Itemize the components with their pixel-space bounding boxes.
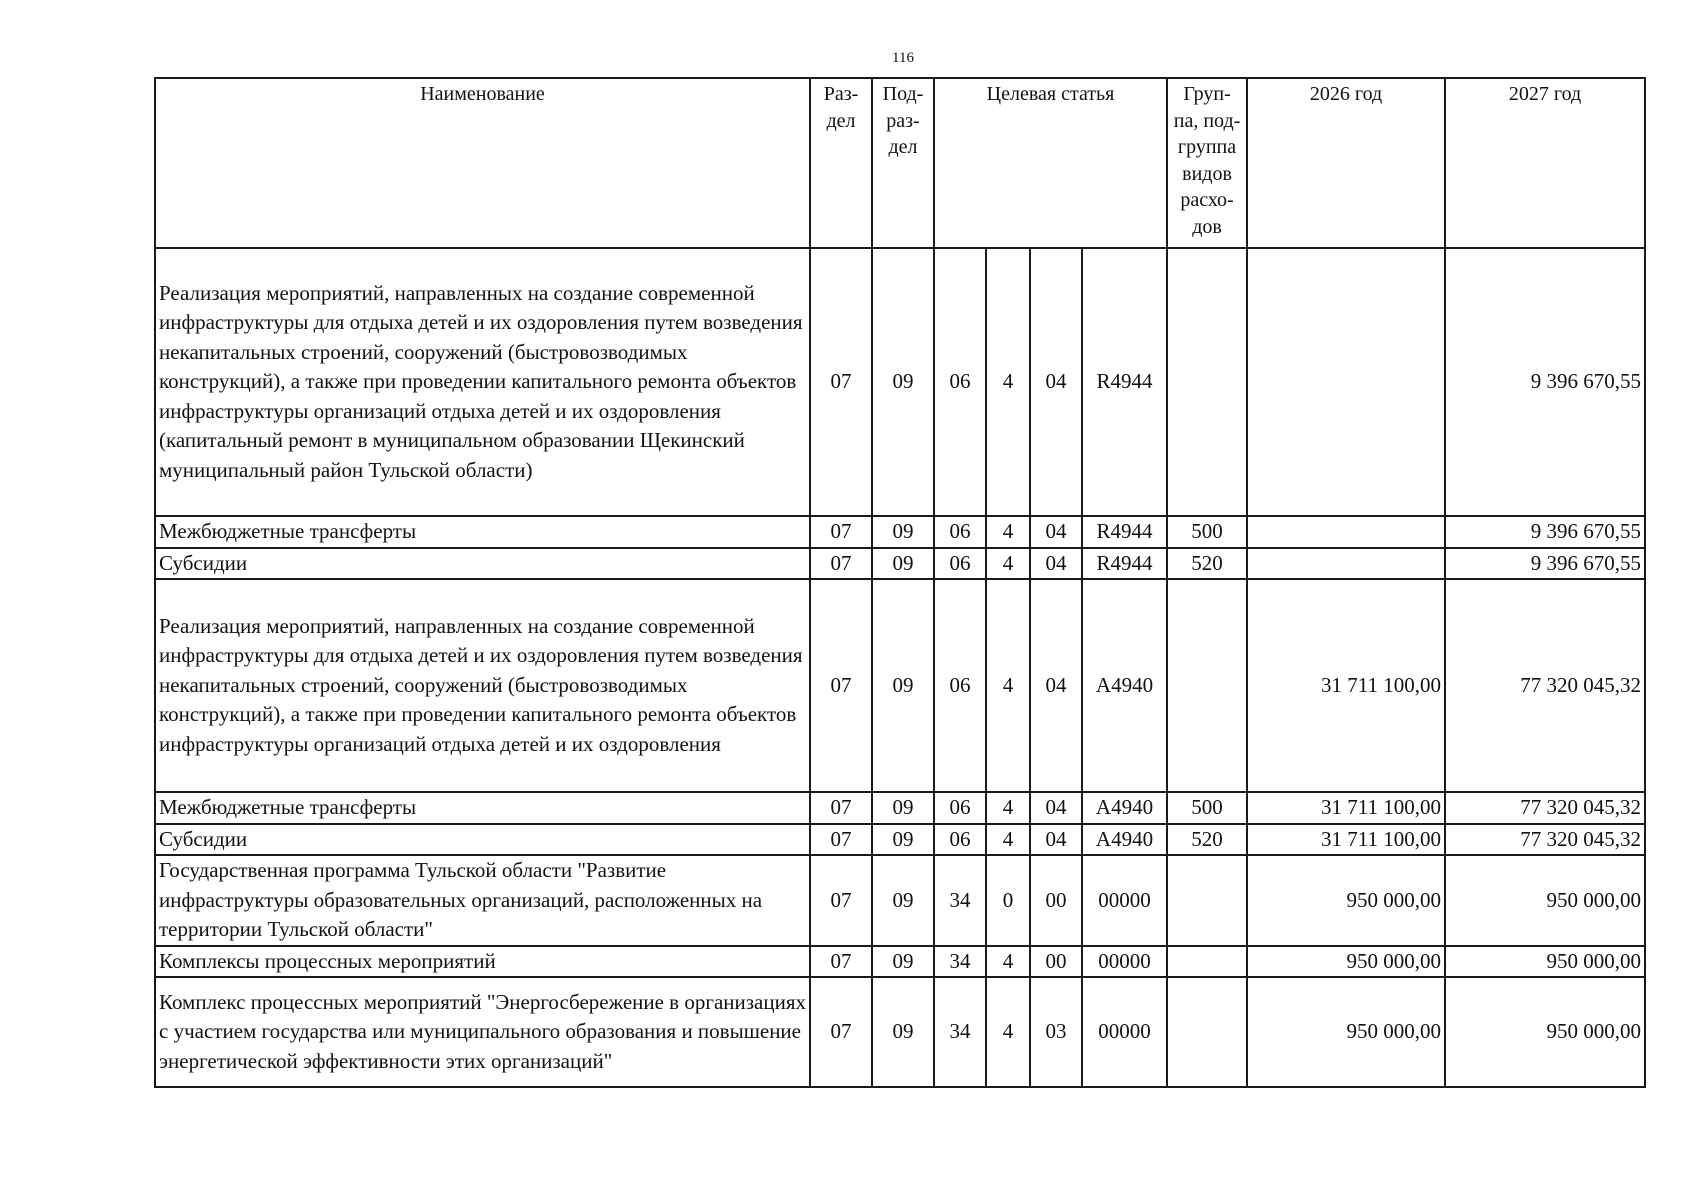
row-target-subprogram-cell: 04 (1030, 792, 1082, 824)
row-target-type-cell: 4 (986, 977, 1030, 1087)
table-row (155, 946, 1645, 978)
row-section-cell: 07 (810, 579, 872, 792)
row-name-cell: Субсидии (155, 824, 810, 856)
row-name-cell: Комплекс процессных мероприятий "Энергосбережение в организациях с участием государства или муниципального образования и повышение энергетической эффективности этих организаций" (155, 977, 810, 1087)
row-section-cell: 07 (810, 248, 872, 516)
budget-table (154, 77, 1646, 1088)
row-target-subprogram-cell: 00 (1030, 946, 1082, 978)
row-target-direction-cell: R4944 (1082, 548, 1167, 580)
row-target-direction-cell: R4944 (1082, 248, 1167, 516)
row-name-cell: Государственная программа Тульской области "Развитие инфраструктуры образовательных организаций, расположенных на территории Тульской области" (155, 855, 810, 946)
row-expense-group-cell: 500 (1167, 792, 1247, 824)
row-amount-2026-cell: 950 000,00 (1247, 946, 1445, 978)
row-subsection-cell: 09 (872, 855, 934, 946)
row-expense-group-cell: 520 (1167, 548, 1247, 580)
row-target-subprogram-cell: 04 (1030, 579, 1082, 792)
row-amount-2027-cell: 950 000,00 (1445, 855, 1645, 946)
row-target-program-cell: 06 (934, 824, 986, 856)
row-subsection-cell: 09 (872, 248, 934, 516)
row-target-subprogram-cell: 03 (1030, 977, 1082, 1087)
table-row (155, 548, 1645, 580)
row-amount-2026-cell: 31 711 100,00 (1247, 579, 1445, 792)
row-target-subprogram-cell: 04 (1030, 824, 1082, 856)
row-name-cell: Комплексы процессных мероприятий (155, 946, 810, 978)
row-expense-group-cell (1167, 248, 1247, 516)
row-amount-2026-cell: 950 000,00 (1247, 855, 1445, 946)
row-subsection-cell: 09 (872, 946, 934, 978)
header-year-2027: 2027 год (1445, 78, 1645, 248)
row-target-program-cell: 34 (934, 855, 986, 946)
row-target-direction-cell: A4940 (1082, 579, 1167, 792)
row-target-type-cell: 4 (986, 548, 1030, 580)
row-amount-2027-cell: 77 320 045,32 (1445, 824, 1645, 856)
row-target-type-cell: 4 (986, 792, 1030, 824)
row-name-cell: Реализация мероприятий, направленных на создание современной инфраструктуры для отдыха детей и их оздоровления путем возведения некапитальных строений, сооружений (быстровозводимых конструкций), а также при проведении капитального ремонта объектов инфраструктуры организаций отдыха детей и их оздоровления (155, 579, 810, 792)
row-section-cell: 07 (810, 548, 872, 580)
row-target-type-cell: 4 (986, 516, 1030, 548)
row-target-program-cell: 06 (934, 548, 986, 580)
header-target-article: Целевая статья (934, 78, 1167, 248)
table-row (155, 977, 1645, 1087)
table-header-row (155, 78, 1645, 248)
table-row (155, 516, 1645, 548)
row-subsection-cell: 09 (872, 977, 934, 1087)
row-name-cell: Межбюджетные трансферты (155, 516, 810, 548)
row-subsection-cell: 09 (872, 548, 934, 580)
row-amount-2026-cell: 31 711 100,00 (1247, 792, 1445, 824)
row-section-cell: 07 (810, 855, 872, 946)
row-expense-group-cell (1167, 579, 1247, 792)
row-target-direction-cell: A4940 (1082, 792, 1167, 824)
row-amount-2026-cell: 31 711 100,00 (1247, 824, 1445, 856)
table-row (155, 248, 1645, 516)
row-target-program-cell: 06 (934, 248, 986, 516)
header-subsection: Под- раз- дел (872, 78, 934, 248)
row-target-direction-cell: 00000 (1082, 946, 1167, 978)
row-expense-group-cell: 520 (1167, 824, 1247, 856)
row-section-cell: 07 (810, 792, 872, 824)
row-target-direction-cell: 00000 (1082, 855, 1167, 946)
row-amount-2027-cell: 77 320 045,32 (1445, 579, 1645, 792)
row-target-type-cell: 4 (986, 946, 1030, 978)
row-expense-group-cell (1167, 855, 1247, 946)
header-year-2026: 2026 год (1247, 78, 1445, 248)
row-target-program-cell: 34 (934, 946, 986, 978)
header-section: Раз- дел (810, 78, 872, 248)
table-body (155, 248, 1645, 1087)
row-amount-2026-cell: 950 000,00 (1247, 977, 1445, 1087)
row-amount-2027-cell: 950 000,00 (1445, 946, 1645, 978)
row-expense-group-cell (1167, 946, 1247, 978)
row-section-cell: 07 (810, 824, 872, 856)
row-amount-2026-cell (1247, 248, 1445, 516)
row-target-type-cell: 4 (986, 248, 1030, 516)
row-name-cell: Субсидии (155, 548, 810, 580)
row-expense-group-cell: 500 (1167, 516, 1247, 548)
row-amount-2027-cell: 9 396 670,55 (1445, 248, 1645, 516)
row-target-type-cell: 0 (986, 855, 1030, 946)
row-subsection-cell: 09 (872, 792, 934, 824)
row-target-subprogram-cell: 04 (1030, 516, 1082, 548)
row-amount-2026-cell (1247, 548, 1445, 580)
table-row (155, 855, 1645, 946)
row-expense-group-cell (1167, 977, 1247, 1087)
row-section-cell: 07 (810, 946, 872, 978)
row-target-direction-cell: R4944 (1082, 516, 1167, 548)
row-amount-2027-cell: 77 320 045,32 (1445, 792, 1645, 824)
row-target-program-cell: 34 (934, 977, 986, 1087)
row-amount-2027-cell: 9 396 670,55 (1445, 516, 1645, 548)
header-name: Наименование (155, 78, 810, 248)
row-subsection-cell: 09 (872, 516, 934, 548)
row-target-type-cell: 4 (986, 579, 1030, 792)
page-number: 116 (892, 50, 914, 66)
table-row (155, 792, 1645, 824)
row-subsection-cell: 09 (872, 579, 934, 792)
row-section-cell: 07 (810, 977, 872, 1087)
row-target-direction-cell: 00000 (1082, 977, 1167, 1087)
row-target-subprogram-cell: 00 (1030, 855, 1082, 946)
row-section-cell: 07 (810, 516, 872, 548)
row-target-program-cell: 06 (934, 579, 986, 792)
row-amount-2027-cell: 9 396 670,55 (1445, 548, 1645, 580)
table-row (155, 824, 1645, 856)
row-amount-2026-cell (1247, 516, 1445, 548)
row-target-subprogram-cell: 04 (1030, 548, 1082, 580)
row-target-type-cell: 4 (986, 824, 1030, 856)
row-name-cell: Межбюджетные трансферты (155, 792, 810, 824)
row-target-program-cell: 06 (934, 792, 986, 824)
row-amount-2027-cell: 950 000,00 (1445, 977, 1645, 1087)
row-subsection-cell: 09 (872, 824, 934, 856)
table-row (155, 579, 1645, 792)
header-expense-group: Груп- па, под- группа видов расхо- дов (1167, 78, 1247, 248)
row-name-cell: Реализация мероприятий, направленных на создание современной инфраструктуры для отдыха детей и их оздоровления путем возведения некапитальных строений, сооружений (быстровозводимых конструкций), а также при проведении капитального ремонта объектов инфраструктуры организаций отдыха детей и их оздоровления (капитальный ремонт в муниципальном образовании Щекинский муниципальный район Тульской области) (155, 248, 810, 516)
row-target-subprogram-cell: 04 (1030, 248, 1082, 516)
row-target-direction-cell: A4940 (1082, 824, 1167, 856)
row-target-program-cell: 06 (934, 516, 986, 548)
